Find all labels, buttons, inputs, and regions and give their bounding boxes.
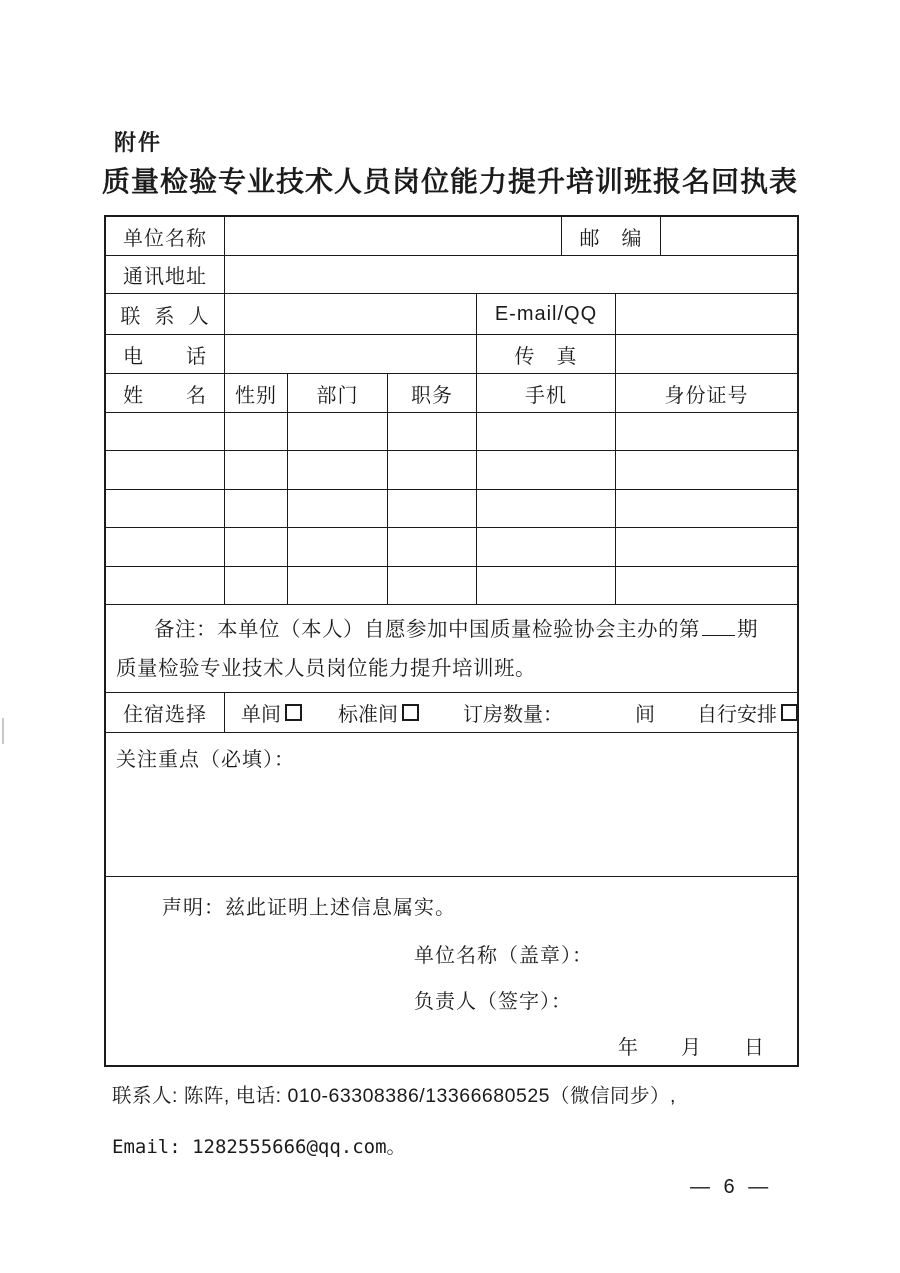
roster-empty-cell bbox=[615, 567, 797, 604]
lodging-label-cell bbox=[106, 693, 224, 732]
roster-empty-cell bbox=[615, 413, 797, 450]
phone-label: 电 话 bbox=[123, 345, 207, 368]
email-qq-label-cell bbox=[476, 294, 615, 334]
footer-contact-line: 联系人: 陈阵, 电话: 010-63308386/13366680525（微信同步）, bbox=[112, 1085, 676, 1107]
page-number: — 6 — bbox=[690, 1176, 773, 1198]
roster-empty-cell bbox=[224, 528, 287, 566]
roster-empty-cell bbox=[287, 528, 387, 566]
postcode-label-cell bbox=[561, 217, 660, 255]
checkbox-self-arrange bbox=[781, 704, 798, 721]
roster-header-row bbox=[106, 373, 797, 412]
roster-header-position bbox=[387, 374, 476, 412]
checkbox-standard-room bbox=[402, 704, 419, 721]
unit-name-value-cell bbox=[224, 217, 561, 255]
lodging-self-label: 自行安排 bbox=[697, 704, 777, 726]
responsible-signature-label: 负责人（签字）： bbox=[414, 991, 572, 1013]
roster-empty-cell bbox=[387, 490, 476, 527]
roster-empty-cell bbox=[476, 528, 615, 566]
roster-empty-cell bbox=[224, 451, 287, 489]
roster-empty-row bbox=[106, 450, 797, 489]
roster-empty-cell bbox=[287, 413, 387, 450]
roster-header-name-label: 姓 名 bbox=[123, 384, 207, 407]
fax-value-cell bbox=[615, 335, 797, 373]
remark-line1 bbox=[116, 610, 787, 649]
address-label-cell bbox=[106, 256, 224, 293]
unit-name-label: 单位名称 bbox=[123, 227, 207, 250]
roster-empty-row bbox=[106, 412, 797, 450]
roster-empty-row bbox=[106, 489, 797, 527]
roster-header-id-number bbox=[615, 374, 797, 412]
contact-value-cell bbox=[224, 294, 476, 334]
checkbox-single-room bbox=[285, 704, 302, 721]
roster-header-department bbox=[287, 374, 387, 412]
date-label: 年 月 日 bbox=[618, 1037, 765, 1059]
roster-header-mobile-label: 手机 bbox=[525, 384, 567, 407]
roster-empty-cell bbox=[615, 528, 797, 566]
row-unit-name bbox=[106, 217, 797, 255]
roster-empty-cell bbox=[224, 490, 287, 527]
email-qq-label: E-mail/QQ bbox=[494, 302, 598, 325]
lodging-single-label: 单间 bbox=[241, 704, 281, 726]
declaration-cell bbox=[106, 877, 797, 1065]
lodging-option-self bbox=[697, 698, 798, 727]
roster-empty-cell bbox=[106, 413, 224, 450]
roster-empty-cell bbox=[224, 413, 287, 450]
fax-label-cell bbox=[476, 335, 615, 373]
roster-empty-cell bbox=[387, 528, 476, 566]
focus-label: 关注重点（必填）： bbox=[116, 749, 295, 771]
roster-empty-cell bbox=[287, 567, 387, 604]
roster-empty-cell bbox=[106, 528, 224, 566]
roster-empty-cell bbox=[224, 567, 287, 604]
roster-empty-cell bbox=[615, 490, 797, 527]
declaration-statement: 声明：兹此证明上述信息属实。 bbox=[162, 897, 456, 919]
lodging-options-cell bbox=[224, 693, 797, 732]
row-address bbox=[106, 255, 797, 293]
page-title: 质量检验专业技术人员岗位能力提升培训班报名回执表 bbox=[101, 166, 798, 197]
roster-header-position-label: 职务 bbox=[411, 384, 453, 407]
email-qq-value-cell bbox=[615, 294, 797, 334]
roster-header-mobile bbox=[476, 374, 615, 412]
phone-value-cell bbox=[224, 335, 476, 373]
remark-row bbox=[106, 604, 797, 692]
roster-header-gender-label: 性别 bbox=[235, 384, 277, 407]
address-value-cell bbox=[224, 256, 797, 293]
roster-empty-cell bbox=[387, 413, 476, 450]
attachment-label: 附件 bbox=[114, 130, 163, 155]
roster-empty-cell bbox=[106, 451, 224, 489]
roster-empty-cell bbox=[476, 451, 615, 489]
roster-empty-cell bbox=[387, 567, 476, 604]
lodging-option-standard bbox=[338, 698, 419, 727]
roster-empty-cell bbox=[287, 451, 387, 489]
footer-email-line: Email: 1282555666@qq.com。 bbox=[112, 1136, 406, 1158]
roster-header-gender bbox=[224, 374, 287, 412]
roster-header-department-label: 部门 bbox=[316, 384, 359, 407]
contact-label-cell bbox=[106, 294, 224, 334]
postcode-value-cell bbox=[660, 217, 797, 255]
focus-row bbox=[106, 732, 797, 876]
roster-empty-row bbox=[106, 527, 797, 566]
remark-blank-line bbox=[702, 615, 735, 637]
remark-cell bbox=[106, 605, 797, 692]
roster-empty-cell bbox=[615, 451, 797, 489]
unit-name-label-cell bbox=[106, 217, 224, 255]
roster-header-name bbox=[106, 374, 224, 412]
roster-empty-cell bbox=[287, 490, 387, 527]
remark-line2: 质量检验专业技术人员岗位能力提升培训班。 bbox=[116, 657, 536, 680]
roster-empty-cell bbox=[106, 490, 224, 527]
lodging-qty-unit: 间 bbox=[635, 704, 655, 726]
lodging-option-single bbox=[241, 698, 302, 727]
registration-form-table bbox=[104, 215, 799, 1067]
lodging-row bbox=[106, 692, 797, 732]
focus-cell bbox=[106, 733, 797, 876]
roster-empty-cell bbox=[106, 567, 224, 604]
declaration-row bbox=[106, 876, 797, 1065]
roster-empty-cell bbox=[476, 490, 615, 527]
address-label: 通讯地址 bbox=[123, 266, 207, 288]
scan-artifact bbox=[2, 718, 4, 744]
remark-line1-prefix: 备注：本单位（本人）自愿参加中国质量检验协会主办的第 bbox=[154, 618, 700, 641]
lodging-standard-label: 标准间 bbox=[338, 704, 398, 726]
roster-empty-cell bbox=[476, 413, 615, 450]
remark-line1-suffix: 期 bbox=[737, 618, 758, 641]
roster-empty-cell bbox=[476, 567, 615, 604]
contact-label: 联 系 人 bbox=[120, 305, 210, 328]
postcode-label: 邮 编 bbox=[579, 227, 643, 250]
row-contact bbox=[106, 293, 797, 334]
row-phone bbox=[106, 334, 797, 373]
company-seal-label: 单位名称（盖章）： bbox=[414, 945, 593, 967]
lodging-label: 住宿选择 bbox=[123, 704, 207, 726]
roster-empty-row bbox=[106, 566, 797, 604]
fax-label: 传 真 bbox=[514, 345, 578, 368]
roster-empty-cell bbox=[387, 451, 476, 489]
roster-header-id-number-label: 身份证号 bbox=[664, 384, 749, 407]
lodging-qty-label: 订房数量： bbox=[463, 704, 563, 726]
phone-label-cell bbox=[106, 335, 224, 373]
